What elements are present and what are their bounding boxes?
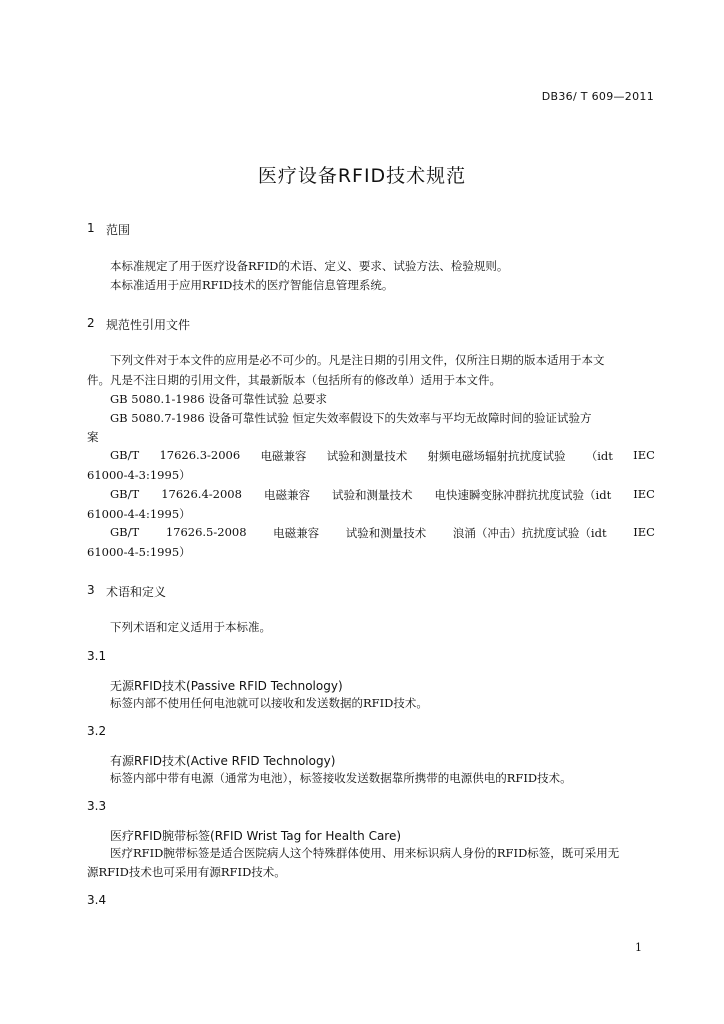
s3-intro: 下列术语和定义适用于本标准。 [110,620,271,634]
ref-5-part: 试验和测量技术 [345,526,427,540]
ref-3-part: GB/T [110,448,140,462]
section-3-number: 3 [87,583,95,597]
section-2-heading: 规范性引用文件 [106,318,191,332]
ref-5-part: 17626.5-2008 [165,525,247,539]
ref-2-line-1: GB 5080.7-1986 设备可靠性试验 恒定失效率假设下的失效率与平均无故障时间的验证试验方 [110,411,592,425]
ref-4-part: GB/T [110,487,140,501]
s1-line-1: 本标准规定了用于医疗设备RFID的术语、定义、要求、试验方法、检验规则。 [110,259,509,273]
term-3-4-number: 3.4 [87,893,107,907]
section-1-heading: 范围 [106,223,131,237]
page-number: 1 [635,941,642,954]
ref-4-line-1 [110,487,655,503]
ref-5-part: 浪涌（冲击）抗扰度试验（idt [452,526,607,540]
ref-3-line-2: 61000-4-3:1995） [87,468,191,482]
ref-4-part: 试验和测量技术 [332,488,413,502]
term-3-2-number: 3.2 [87,724,107,738]
ref-3-part: 试验和测量技术 [326,449,408,463]
ref-5-line-2: 61000-4-5:1995） [87,545,191,559]
term-3-2-definition: 标签内部中带有电源（通常为电池），标签接收发送数据靠所携带的电源供电的RFID技术。 [110,771,572,785]
term-3-1-name: 无源RFID技术(Passive RFID Technology) [110,679,343,693]
ref-4-part: 电快速瞬变脉冲群抗扰度试验（idt [434,488,612,502]
ref-1: GB 5080.1-1986 设备可靠性试验 总要求 [110,392,327,406]
term-3-3-name: 医疗RFID腕带标签(RFID Wrist Tag for Health Care) [110,829,402,843]
ref-5-part: 电磁兼容 [273,526,320,540]
term-3-2-name: 有源RFID技术(Active RFID Technology) [110,754,336,768]
term-3-3-definition-line-2: 源RFID技术也可采用有源RFID技术。 [87,865,286,879]
ref-5-part: GB/T [110,525,140,539]
ref-4-part: 17626.4-2008 [161,487,242,501]
ref-3-part: 17626.3-2006 [159,448,241,462]
ref-3-part: 射频电磁场辐射抗扰度试验 [427,449,566,463]
ref-3-part: IEC [633,448,655,462]
ref-3-line-1 [110,448,655,464]
term-3-3-number: 3.3 [87,799,107,813]
section-2-number: 2 [87,316,95,330]
section-1-number: 1 [87,221,95,235]
ref-4-line-2: 61000-4-4:1995） [87,507,191,521]
term-3-1-number: 3.1 [87,649,107,663]
s2-intro-line-2: 件。凡是不注日期的引用文件，其最新版本（包括所有的修改单）适用于本文件。 [87,373,501,387]
ref-4-part: IEC [633,487,655,501]
term-3-1-definition: 标签内部不使用任何电池就可以接收和发送数据的RFID技术。 [110,696,428,710]
s2-intro-line-1: 下列文件对于本文件的应用是必不可少的。凡是注日期的引用文件，仅所注日期的版本适用于本文 [110,353,605,367]
ref-5-part: IEC [633,525,655,539]
document-title: 医疗设备RFID技术规范 [257,165,467,187]
ref-3-part: （idt [585,449,613,463]
term-3-3-definition-line-1: 医疗RFID腕带标签是适合医院病人这个特殊群体使用、用来标识病人身份的RFID标签，既可采用无 [110,846,620,860]
ref-5-line-1 [110,525,655,541]
document-id: DB36/ T 609—2011 [541,90,654,103]
ref-2-line-2: 案 [87,430,99,444]
ref-4-part: 电磁兼容 [263,488,310,502]
ref-3-part: 电磁兼容 [260,449,307,463]
s1-line-2: 本标准适用于应用RFID技术的医疗智能信息管理系统。 [110,278,394,292]
section-3-heading: 术语和定义 [106,585,167,599]
